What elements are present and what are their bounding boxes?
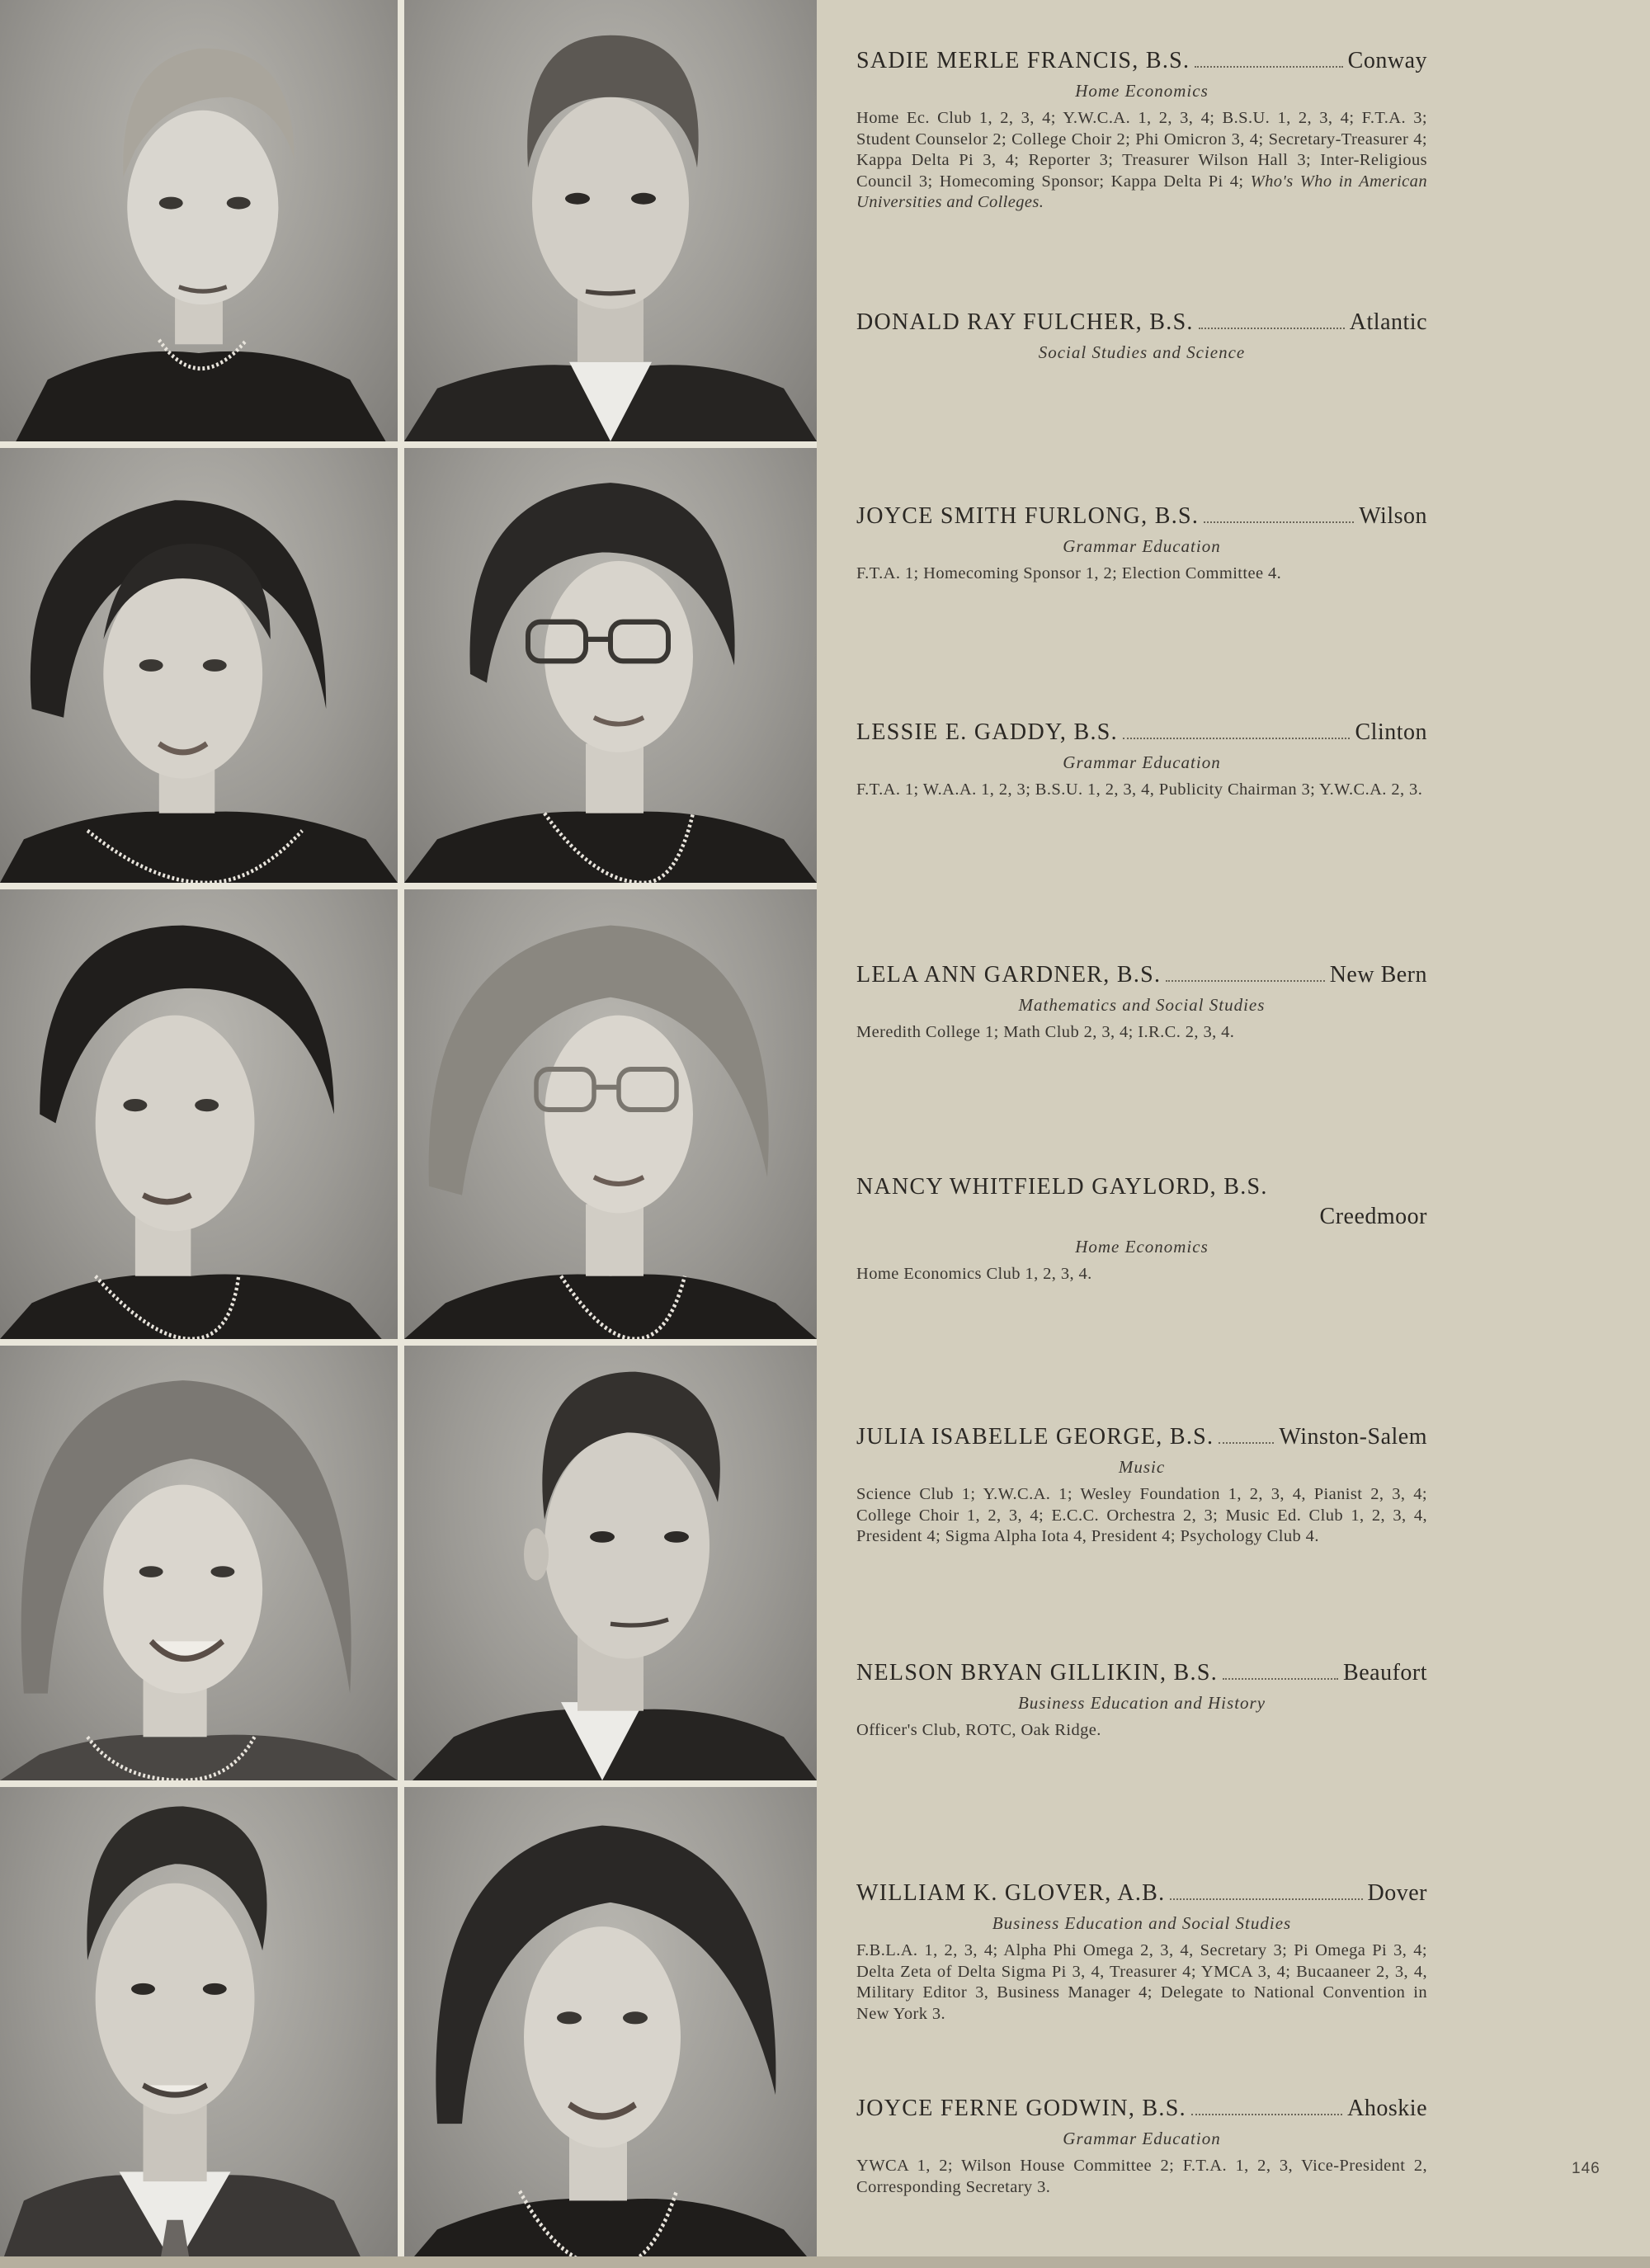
student-name: NANCY WHITFIELD GAYLORD, B.S. (856, 1174, 1268, 1200)
activities: YWCA 1, 2; Wilson House Committee 2; F.T.A. 1, 2, 3, Vice-President 2, Corresponding Secretary 3. (856, 2157, 1427, 2196)
dot-leader (1223, 1678, 1338, 1680)
activities-honor: Who's Who in American Universities and Colleges. (856, 172, 1427, 211)
major: Home Economics (1075, 81, 1209, 101)
dot-leader (1191, 2114, 1342, 2115)
student-name: JOYCE SMITH FURLONG, B.S. (856, 503, 1200, 529)
major: Mathematics and Social Studies (1018, 995, 1266, 1015)
activities: F.T.A. 1; W.A.A. 1, 2, 3; B.S.U. 1, 2, 3, 4, Publicity Chairman 3; Y.W.C.A. 2, 3. (856, 780, 1423, 799)
student-name: LESSIE E. GADDY, B.S. (856, 719, 1118, 745)
portrait-william-k-glover (0, 1787, 398, 2268)
page-edge (0, 2256, 1650, 2268)
hometown: New Bern (1329, 962, 1427, 988)
student-name: WILLIAM K. GLOVER, A.B. (856, 1880, 1166, 1906)
portrait-lela-ann-gardner (0, 889, 398, 1339)
student-name: JOYCE FERNE GODWIN, B.S. (856, 2096, 1186, 2121)
dot-leader (1166, 980, 1324, 982)
portrait-lessie-e-gaddy (404, 448, 817, 883)
entry-lela-ann-gardner (856, 962, 1427, 1044)
portrait-donald-ray-fulcher (404, 0, 817, 441)
entry-lessie-e-gaddy (856, 719, 1427, 801)
entry-julia-isabelle-george (856, 1424, 1427, 1548)
portrait-nelson-bryan-gillikin (404, 1346, 817, 1780)
hometown: Conway (1347, 48, 1427, 73)
dot-leader (1199, 328, 1345, 329)
portrait-julia-isabelle-george (0, 1346, 398, 1780)
hometown: Dover (1367, 1880, 1427, 1906)
activities: Officer's Club, ROTC, Oak Ridge. (856, 1721, 1101, 1739)
entry-nancy-whitfield-gaylord (856, 1174, 1427, 1285)
activities (856, 108, 1427, 214)
major: Grammar Education (1063, 2129, 1221, 2148)
portrait-joyce-smith-furlong (0, 448, 398, 883)
student-name: DONALD RAY FULCHER, B.S. (856, 309, 1194, 335)
hometown: Creedmoor (1319, 1204, 1427, 1229)
hometown: Beaufort (1343, 1660, 1427, 1686)
dot-leader (1123, 738, 1351, 739)
portrait-sadie-merle-francis (0, 0, 398, 441)
activities-text: Home Ec. Club 1, 2, 3, 4; Y.W.C.A. 1, 2, 3, 4; B.S.U. 1, 2, 3, 4; F.T.A. 3; Student Counselor 2; College Choir 2; Phi Omicron 3, 4; Secretary-Treasurer 4; Kappa Delta Pi 3, 4; Reporter 3; Treasurer Wilson Hall 3; Inter-Religious Council 3; Homecoming Sponsor; Kappa Delta Pi 4; (856, 109, 1427, 191)
major: Grammar Education (1063, 536, 1221, 556)
portrait-nancy-whitfield-gaylord (404, 889, 817, 1339)
entry-sadie-merle-francis (856, 48, 1427, 214)
activities: Meredith College 1; Math Club 2, 3, 4; I.R.C. 2, 3, 4. (856, 1023, 1235, 1041)
portrait-joyce-ferne-godwin (404, 1787, 817, 2268)
major: Home Economics (1075, 1237, 1209, 1257)
student-name: LELA ANN GARDNER, B.S. (856, 962, 1162, 988)
major: Social Studies and Science (1038, 342, 1246, 362)
major: Grammar Education (1063, 752, 1221, 772)
student-name: JULIA ISABELLE GEORGE, B.S. (856, 1424, 1214, 1450)
dot-leader (1195, 66, 1342, 68)
hometown: Winston-Salem (1279, 1424, 1427, 1450)
student-name: NELSON BRYAN GILLIKIN, B.S. (856, 1660, 1218, 1686)
hometown: Atlantic (1349, 309, 1427, 335)
portrait-column (0, 0, 817, 2268)
activities: F.T.A. 1; Homecoming Sponsor 1, 2; Election Committee 4. (856, 564, 1282, 582)
entry-joyce-smith-furlong (856, 503, 1427, 585)
entry-joyce-ferne-godwin (856, 2096, 1427, 2198)
activities: Science Club 1; Y.W.C.A. 1; Wesley Foundation 1, 2, 3, 4, Pianist 2, 3, 4; College Choir 1, 2, 3, 4; E.C.C. Orchestra 2, 3; Music Ed. Club 1, 2, 3, 4, President 4; Sigma Alpha Iota 4, President 4; Psychology Club 4. (856, 1485, 1427, 1545)
page-number: 146 (1572, 2160, 1600, 2177)
dot-leader (1219, 1442, 1274, 1444)
major: Business Education and History (1017, 1693, 1266, 1713)
major: Music (1118, 1457, 1166, 1477)
hometown: Wilson (1359, 503, 1427, 529)
entry-nelson-bryan-gillikin (856, 1660, 1427, 1742)
major: Business Education and Social Studies (992, 1913, 1292, 1933)
dot-leader (1204, 521, 1354, 523)
hometown: Ahoskie (1347, 2096, 1427, 2121)
hometown: Clinton (1355, 719, 1427, 745)
activities: F.B.L.A. 1, 2, 3, 4; Alpha Phi Omega 2, 3, 4, Secretary 3; Pi Omega Pi 3, 4; Delta Zeta of Delta Sigma Pi 3, 4, Treasurer 4; YMCA 3, 4; Bucaaneer 2, 3, 4, Military Editor 3, Business Manager 4; Delegate to National Convention in New York 3. (856, 1941, 1427, 2023)
activities: Home Economics Club 1, 2, 3, 4. (856, 1265, 1092, 1283)
dot-leader (1170, 1898, 1362, 1900)
entry-donald-ray-fulcher (856, 309, 1427, 363)
student-name: SADIE MERLE FRANCIS, B.S. (856, 48, 1190, 73)
entry-william-k-glover (856, 1880, 1427, 2025)
